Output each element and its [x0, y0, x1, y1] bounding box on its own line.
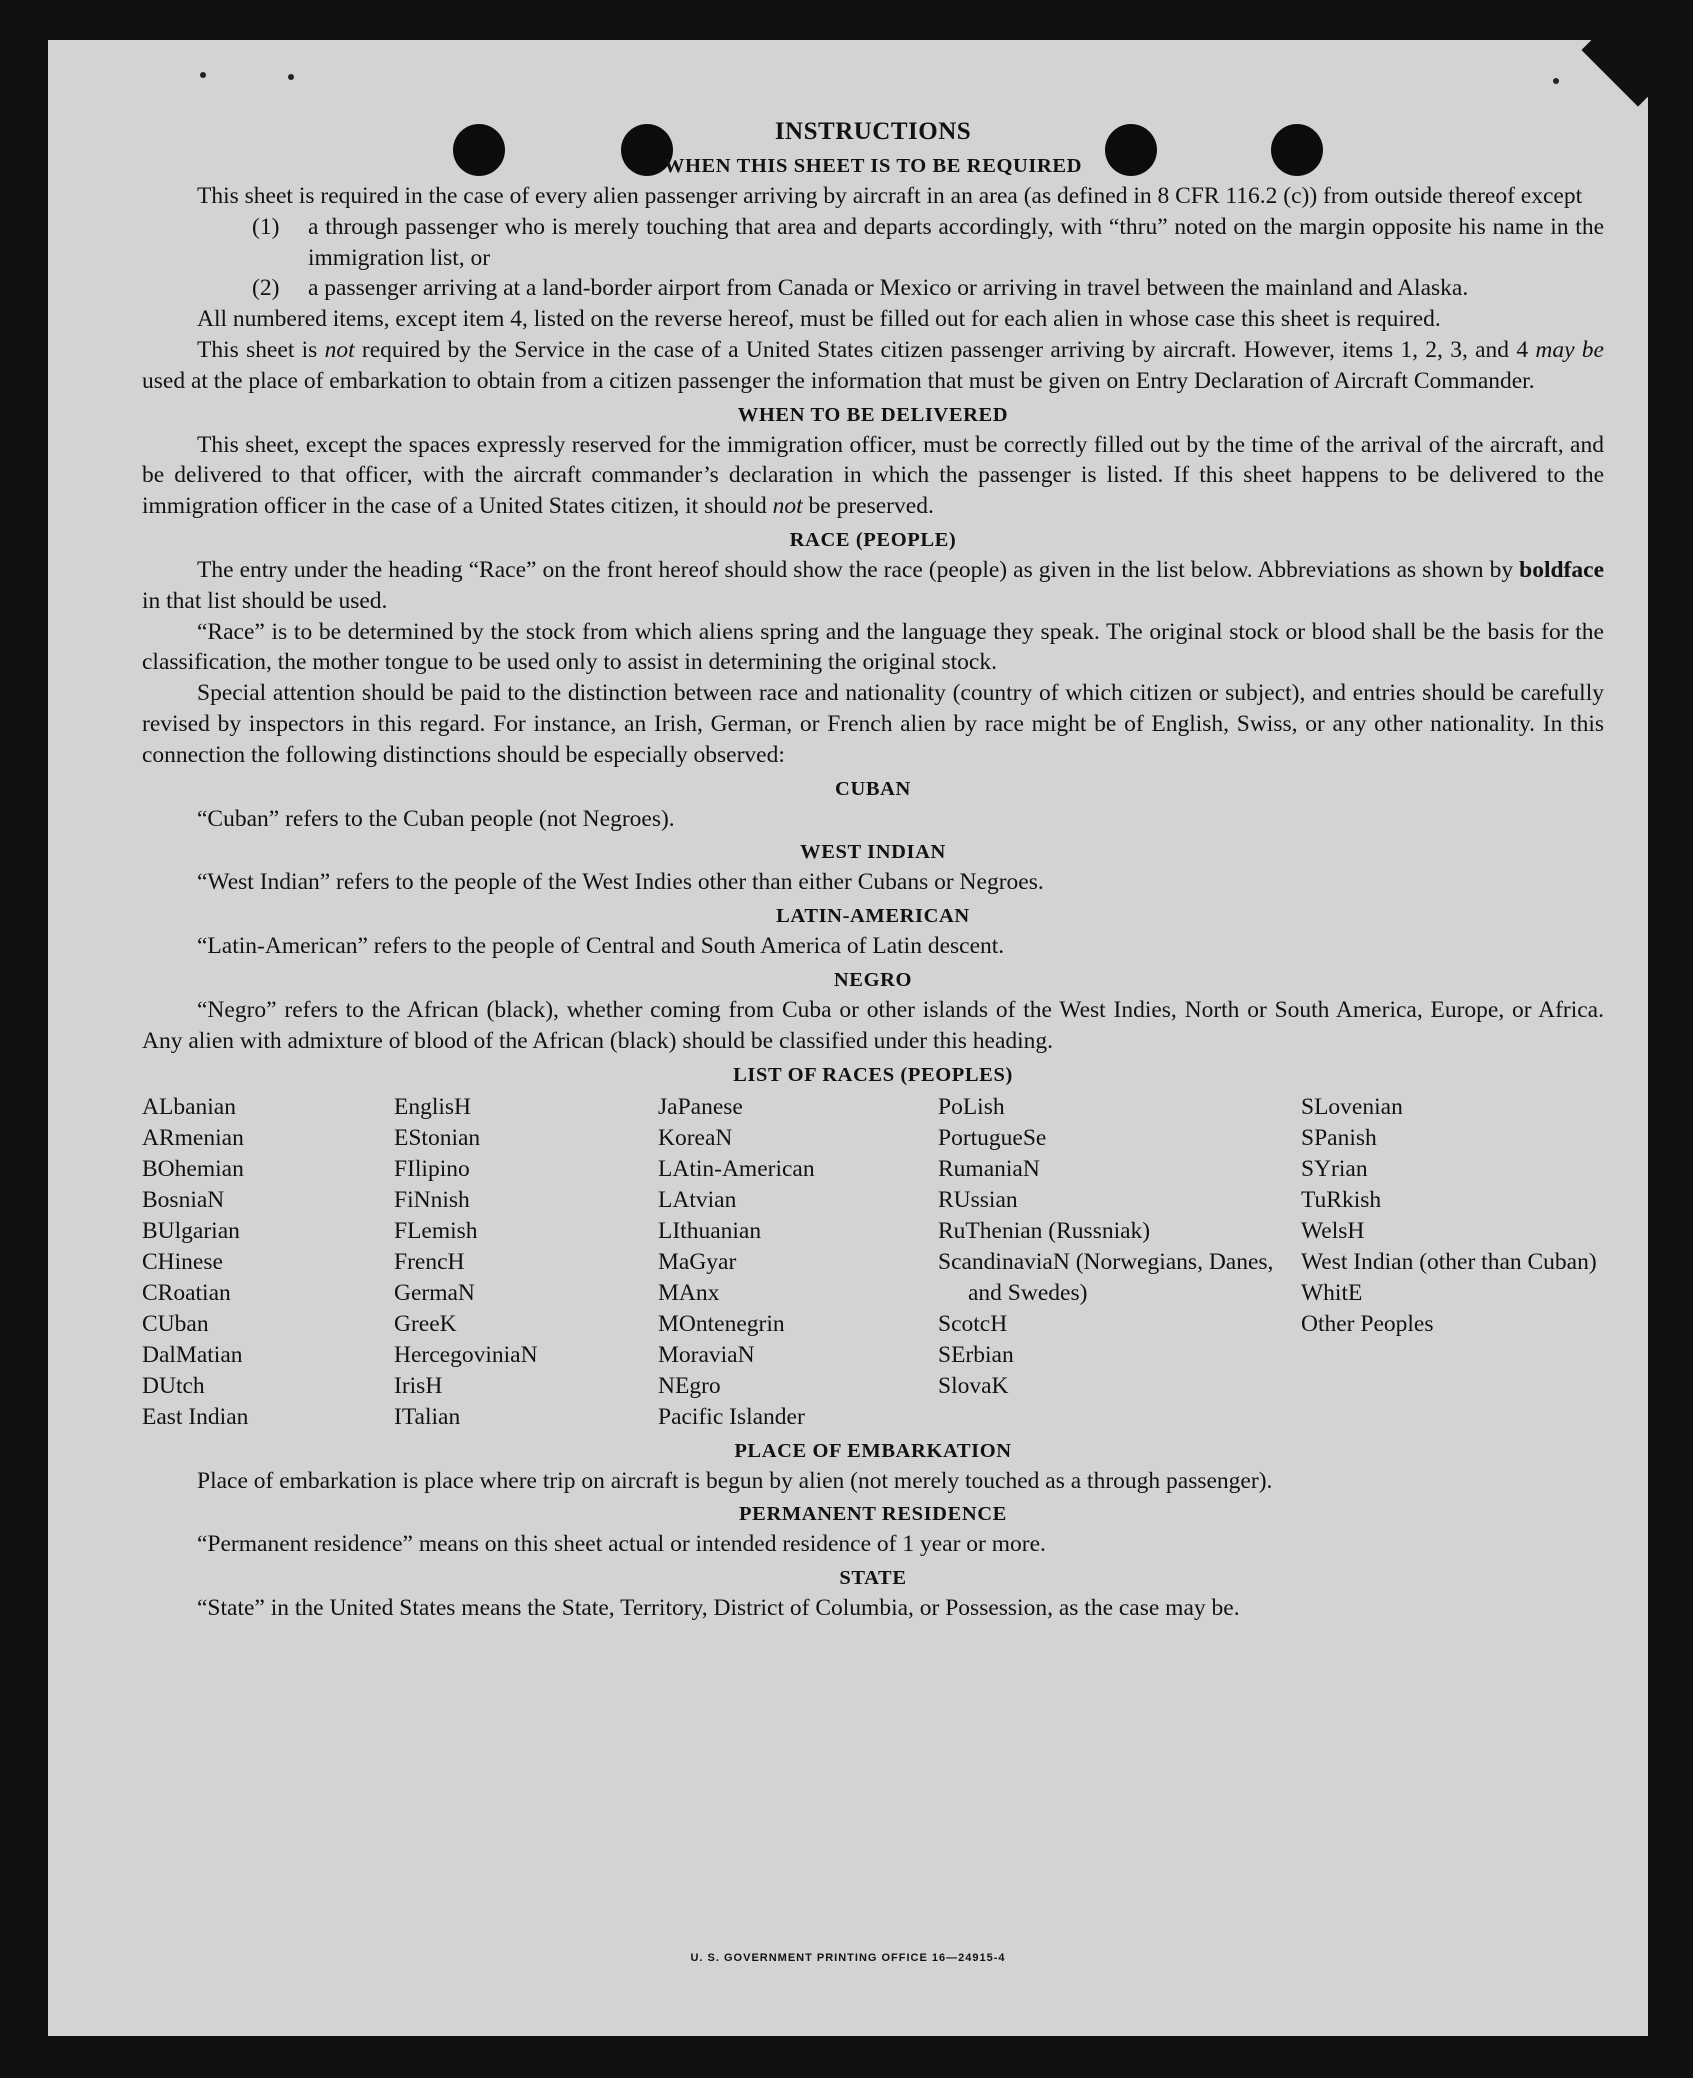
race-entry: JaPanese: [658, 1093, 743, 1120]
printer-footer: U. S. GOVERNMENT PRINTING OFFICE 16—24915-4: [690, 1952, 1006, 1964]
race-entry: GreeK: [394, 1310, 457, 1337]
race-entry: SPanish: [1301, 1124, 1377, 1151]
races-column: [658, 1092, 938, 1433]
race-entry: RuThenian (Russniak): [938, 1217, 1151, 1244]
race-entry: WelsH: [1301, 1217, 1365, 1244]
race-entry: ARmenian: [142, 1124, 244, 1151]
race-entry: WhitE: [1301, 1279, 1363, 1306]
race-entry: BOhemian: [142, 1155, 244, 1182]
race-entry: Pacific Islander: [658, 1403, 805, 1430]
race-entry: BUlgarian: [142, 1217, 240, 1244]
paragraph: “Negro” refers to the African (black), whether coming from Cuba or other islands of the West Indies, North or South America, Europe, or Africa. Any alien with admixture of blood of the African (black) should be classified under this heading.: [142, 996, 1604, 1054]
races-list: [142, 1092, 1604, 1433]
race-entry: HercegoviniaN: [394, 1341, 538, 1368]
race-entry: LAtvian: [658, 1186, 737, 1213]
race-entry: ALbanian: [142, 1093, 236, 1120]
race-entry: CHinese: [142, 1248, 223, 1275]
heading-latin-american: LATIN-AMERICAN: [776, 905, 970, 928]
race-entry: IrisH: [394, 1372, 443, 1399]
race-entry: DUtch: [142, 1372, 205, 1399]
race-entry: ITalian: [394, 1403, 461, 1430]
race-entry: BosniaN: [142, 1186, 225, 1213]
heading-race: RACE (PEOPLE): [789, 528, 957, 551]
paragraph: “Permanent residence” means on this sheet actual or intended residence of 1 year or more.: [197, 1531, 1046, 1558]
race-entry: East Indian: [142, 1403, 249, 1430]
heading-list-of-races: LIST OF RACES (PEOPLES): [733, 1063, 1013, 1086]
race-entry: PoLish: [938, 1093, 1005, 1120]
race-entry: CUban: [142, 1310, 209, 1337]
race-entry: DalMatian: [142, 1341, 243, 1368]
speck: [200, 72, 206, 78]
race-entry: EnglisH: [394, 1093, 472, 1120]
race-entry: LAtin-American: [658, 1155, 815, 1182]
race-entry: CRoatian: [142, 1279, 231, 1306]
race-entry: MaGyar: [658, 1248, 737, 1275]
race-entry: FLemish: [394, 1217, 478, 1244]
paragraph: Special attention should be paid to the distinction between race and nationality (country of which citizen or subject), and entries should be carefully revised by inspectors in this regard. For instance, an Irish, German, or French alien by race might be of English, Swiss, or any other nationality. In this connection the following distinctions should be especially observed:: [142, 680, 1604, 768]
paragraph: “Latin-American” refers to the people of Central and South America of Latin descent.: [197, 933, 1005, 960]
races-column: [1301, 1092, 1604, 1433]
race-entry: RUssian: [938, 1186, 1018, 1213]
item-number: (1): [252, 213, 280, 240]
race-entry: FiNnish: [394, 1186, 470, 1213]
heading-negro: NEGRO: [833, 968, 913, 991]
races-column: [938, 1092, 1301, 1433]
race-entry: ScotcH: [938, 1310, 1008, 1337]
paragraph: This sheet, except the spaces expressly reserved for the immigration officer, must be correctly filled out by the time of the arrival of the aircraft, and be delivered to that officer, with the aircraft commander’s declaration in which the passenger is listed. If this sheet happens to be delivered to the immigration officer in the case of a United States citizen, it should not be preserved.: [142, 431, 1604, 520]
heading-cuban: CUBAN: [835, 777, 911, 800]
race-entry: MoraviaN: [658, 1341, 755, 1368]
race-entry: SLovenian: [1301, 1093, 1403, 1120]
paragraph: “West Indian” refers to the people of the West Indies other than either Cubans or Negroes.: [197, 869, 1044, 896]
item-text: a through passenger who is merely touching that area and departs accordingly, with “thru” noted on the margin opposite his name in the immigration list, or: [308, 213, 1604, 271]
race-entry: Other Peoples: [1301, 1310, 1434, 1337]
paragraph: “Race” is to be determined by the stock from which aliens spring and the language they speak. The original stock or blood shall be the basis for the classification, the mother tongue to be used only to assist in determining the original stock.: [142, 618, 1604, 676]
races-column: [142, 1092, 394, 1433]
race-entry: MAnx: [658, 1279, 720, 1306]
item-text: a passenger arriving at a land-border airport from Canada or Mexico or arriving in travel between the mainland and Alaska.: [308, 275, 1469, 302]
race-entry: RumaniaN: [938, 1155, 1040, 1182]
speck: [288, 74, 294, 80]
instructions-body: [142, 116, 1604, 1624]
heading-west-indian: WEST INDIAN: [800, 841, 946, 864]
paragraph: This sheet is not required by the Service in the case of a United States citizen passenger arriving by aircraft. However, items 1, 2, 3, and 4 may be used at the place of embarkation to obtain from a citizen passenger the information that must be given on Entry Declaration of Aircraft Commander.: [142, 336, 1604, 394]
heading-residence: PERMANENT RESIDENCE: [739, 1503, 1007, 1526]
page-title: INSTRUCTIONS: [774, 118, 972, 145]
document-sheet: [48, 40, 1648, 2036]
paragraph: The entry under the heading “Race” on the front hereof should show the race (people) as given in the list below. Abbreviations as shown by boldface in that list should be used.: [142, 556, 1604, 614]
paragraph: Place of embarkation is place where trip on aircraft is begun by alien (not merely touched as a through passenger).: [197, 1467, 1273, 1494]
race-entry: TuRkish: [1301, 1186, 1382, 1213]
race-entry: ScandinaviaN (Norwegians, Danes, and Swedes): [938, 1248, 1274, 1306]
race-entry: NEgro: [658, 1372, 721, 1399]
races-column: [394, 1092, 658, 1433]
paragraph: “Cuban” refers to the Cuban people (not Negroes).: [197, 805, 675, 832]
speck: [1553, 78, 1559, 84]
race-entry: SErbian: [938, 1341, 1014, 1368]
paragraph: “State” in the United States means the State, Territory, District of Columbia, or Possession, as the case may be.: [197, 1595, 1240, 1622]
item-number: (2): [252, 275, 280, 302]
heading-delivered: WHEN TO BE DELIVERED: [737, 403, 1009, 426]
numbered-item: [142, 212, 1604, 274]
race-entry: LIthuanian: [658, 1217, 762, 1244]
numbered-item: [142, 273, 1604, 304]
race-entry: GermaN: [394, 1279, 475, 1306]
race-entry: SYrian: [1301, 1155, 1368, 1182]
race-entry: EStonian: [394, 1124, 481, 1151]
paragraph: All numbered items, except item 4, listed on the reverse hereof, must be filled out for each alien in whose case this sheet is required.: [197, 306, 1441, 333]
heading-embarkation: PLACE OF EMBARKATION: [734, 1439, 1012, 1462]
race-entry: FrencH: [394, 1248, 465, 1275]
race-entry: KoreaN: [658, 1124, 733, 1151]
race-entry: FIlipino: [394, 1155, 470, 1182]
heading-required: WHEN THIS SHEET IS TO BE REQUIRED: [663, 155, 1083, 177]
race-entry: West Indian (other than Cuban): [1301, 1248, 1597, 1275]
race-entry: SlovaK: [938, 1372, 1009, 1399]
heading-state: STATE: [839, 1567, 907, 1590]
race-entry: MOntenegrin: [658, 1310, 785, 1337]
race-entry: PortugueSe: [938, 1124, 1047, 1151]
paragraph: This sheet is required in the case of every alien passenger arriving by aircraft in an area (as defined in 8 CFR 116.2 (c)) from outside thereof except: [197, 183, 1583, 209]
